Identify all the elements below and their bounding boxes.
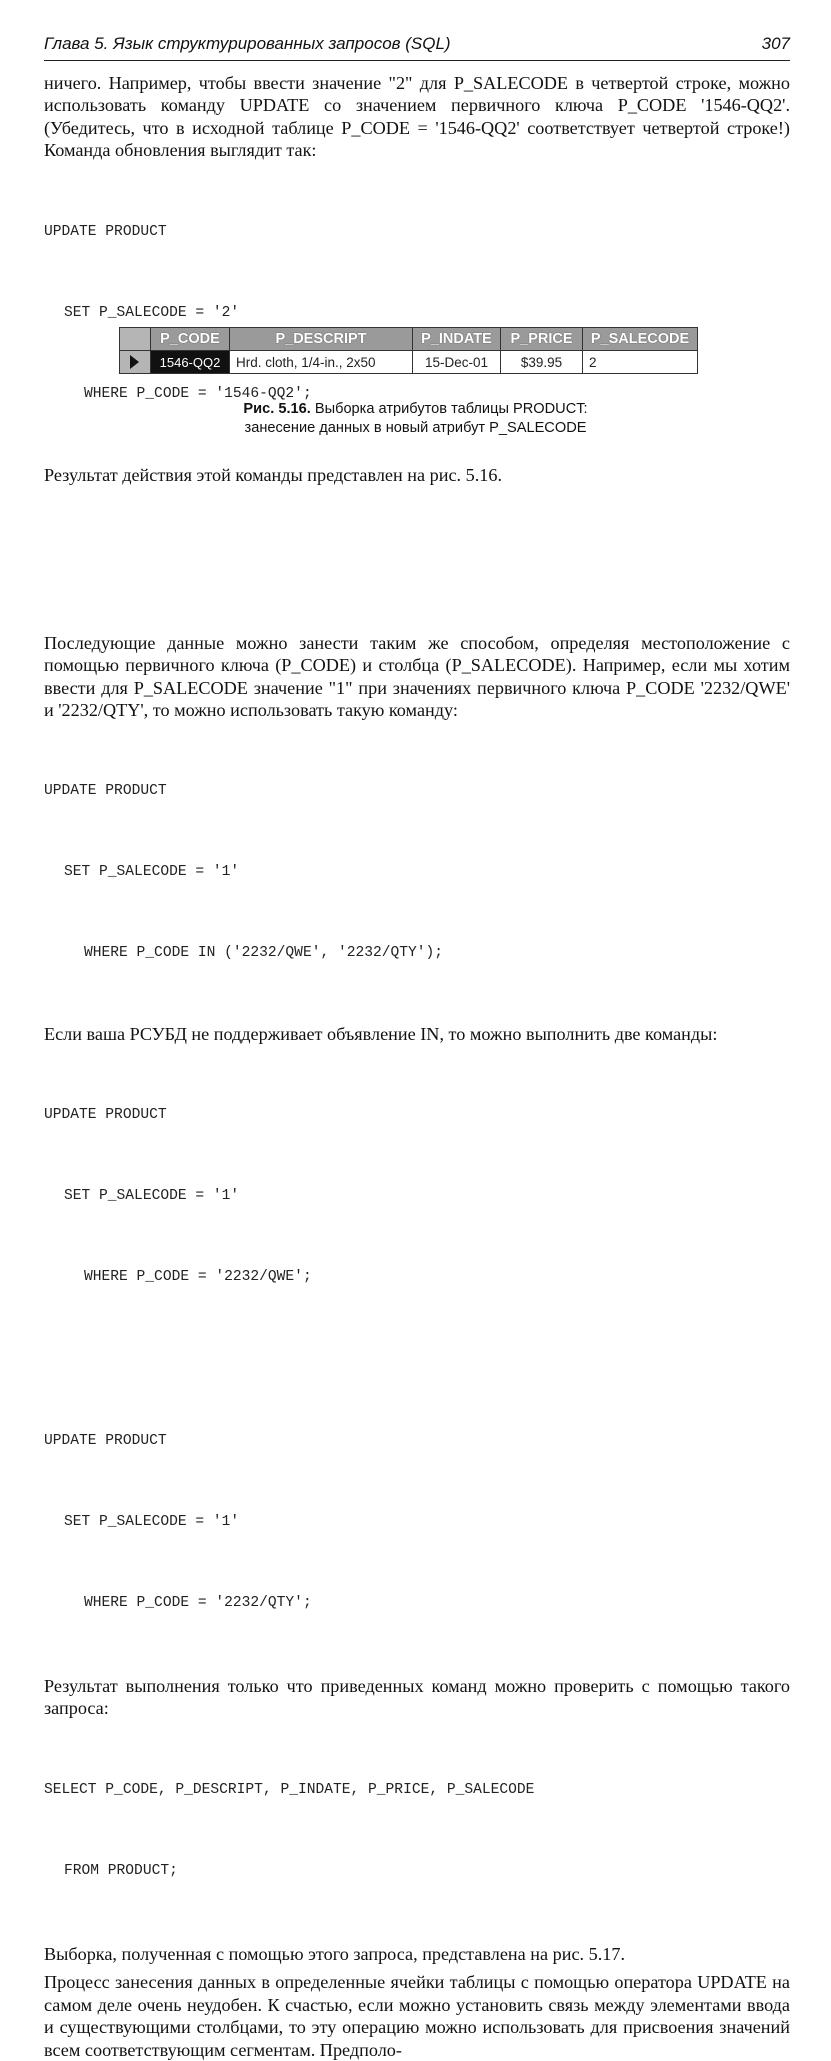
table-cell[interactable]: 2 (583, 351, 698, 374)
paragraph-6: Выборка, полученная с помощью этого запроса, представлена на рис. 5.17. (44, 1943, 625, 1964)
current-row-arrow-icon (130, 355, 139, 369)
code-line: SET P_SALECODE = '1' (64, 1514, 240, 1531)
code-line: FROM PRODUCT; (64, 1862, 178, 1879)
code-line: UPDATE PRODUCT (44, 1433, 167, 1450)
code-line: UPDATE PRODUCT (44, 1107, 167, 1124)
code-block-3 (44, 1048, 790, 1345)
caption-line-1 (0, 400, 831, 419)
table-header-row (120, 328, 698, 351)
table-cell[interactable]: Hrd. cloth, 1/4-in., 2x50 (230, 351, 413, 374)
paragraph-4: Если ваша РСУБД не поддерживает объявление IN, то можно выполнить две команды: (44, 1023, 718, 1044)
table-row (120, 351, 698, 374)
paragraph-1: ничего. Например, чтобы ввести значение "2" для P_SALECODE в четвертой строке, можно использовать команду UPDATE со значением первичного ключа P_CODE '1546-QQ2'. (Убедитесь, что в исходной таблице P_CODE = '1546-QQ2' соответствует четвертой строке!) Команда обновления выглядит так: (44, 73, 790, 161)
page-number: 307 (761, 34, 790, 53)
code-block-2 (44, 724, 790, 1021)
column-header[interactable]: P_DESCRIPT (230, 328, 413, 351)
paragraph-5: Результат выполнения только что приведенных команд можно проверить с помощью такого запроса: (44, 1676, 790, 1719)
table-cell[interactable]: $39.95 (501, 351, 583, 374)
column-header[interactable]: P_INDATE (413, 328, 501, 351)
code-line: SET P_SALECODE = '1' (64, 1188, 240, 1205)
code-block-4 (44, 1374, 790, 1671)
code-line: WHERE P_CODE = '2232/QWE'; (84, 1269, 312, 1286)
chapter-title: Глава 5. Язык структурированных запросов (SQL) (44, 34, 451, 53)
caption-text-1: Выборка атрибутов таблицы PRODUCT: (314, 401, 588, 417)
caption-label: Рис. 5.16. (243, 401, 311, 417)
code-line: SELECT P_CODE, P_DESCRIPT, P_INDATE, P_PRICE, P_SALECODE (44, 1781, 535, 1798)
table-cell-selected[interactable]: 1546-QQ2 (151, 351, 230, 374)
figure-caption (0, 400, 831, 438)
paragraph-3: Последующие данные можно занести таким же способом, определяя местоположение с помощью первичного ключа (P_CODE) и столбца (P_SALECODE). Например, если мы хотим ввести для P_SALECODE значение "1" при значениях первичного ключа P_CODE '2232/QWE' и '2232/QTY', то можно использовать такую команду: (44, 633, 790, 721)
code-line: SET P_SALECODE = '2' (64, 304, 240, 321)
result-table (119, 327, 698, 374)
code-line: SET P_SALECODE = '1' (64, 863, 240, 880)
code-line: WHERE P_CODE = '1546-QQ2'; (84, 385, 312, 402)
caption-text-2: занесение данных в новый атрибут P_SALECODE (244, 420, 587, 436)
figure-5-16 (119, 327, 698, 374)
row-selector-header[interactable] (120, 328, 151, 351)
code-line: UPDATE PRODUCT (44, 782, 167, 799)
table-cell[interactable]: 15-Dec-01 (413, 351, 501, 374)
code-line: WHERE P_CODE = '2232/QTY'; (84, 1595, 312, 1612)
code-line: WHERE P_CODE IN ('2232/QWE', '2232/QTY'); (84, 944, 444, 961)
column-header[interactable]: P_PRICE (501, 328, 583, 351)
running-header (44, 34, 790, 61)
column-header[interactable]: P_CODE (151, 328, 230, 351)
paragraph-7: Процесс занесения данных в определенные ячейки таблицы с помощью оператора UPDATE на самом деле очень неудобен. К счастью, если можно установить связь между элементами ввода и существующими столбцами, то эту операцию можно использовать для присвоения значений всем соответствующим сегментам. Предполо- (44, 1972, 790, 2060)
column-header[interactable]: P_SALECODE (583, 328, 698, 351)
paragraph-2: Результат действия этой команды представлен на рис. 5.16. (44, 464, 503, 485)
row-selector[interactable] (120, 351, 151, 374)
code-line: UPDATE PRODUCT (44, 223, 167, 240)
code-block-5 (44, 1723, 790, 1939)
